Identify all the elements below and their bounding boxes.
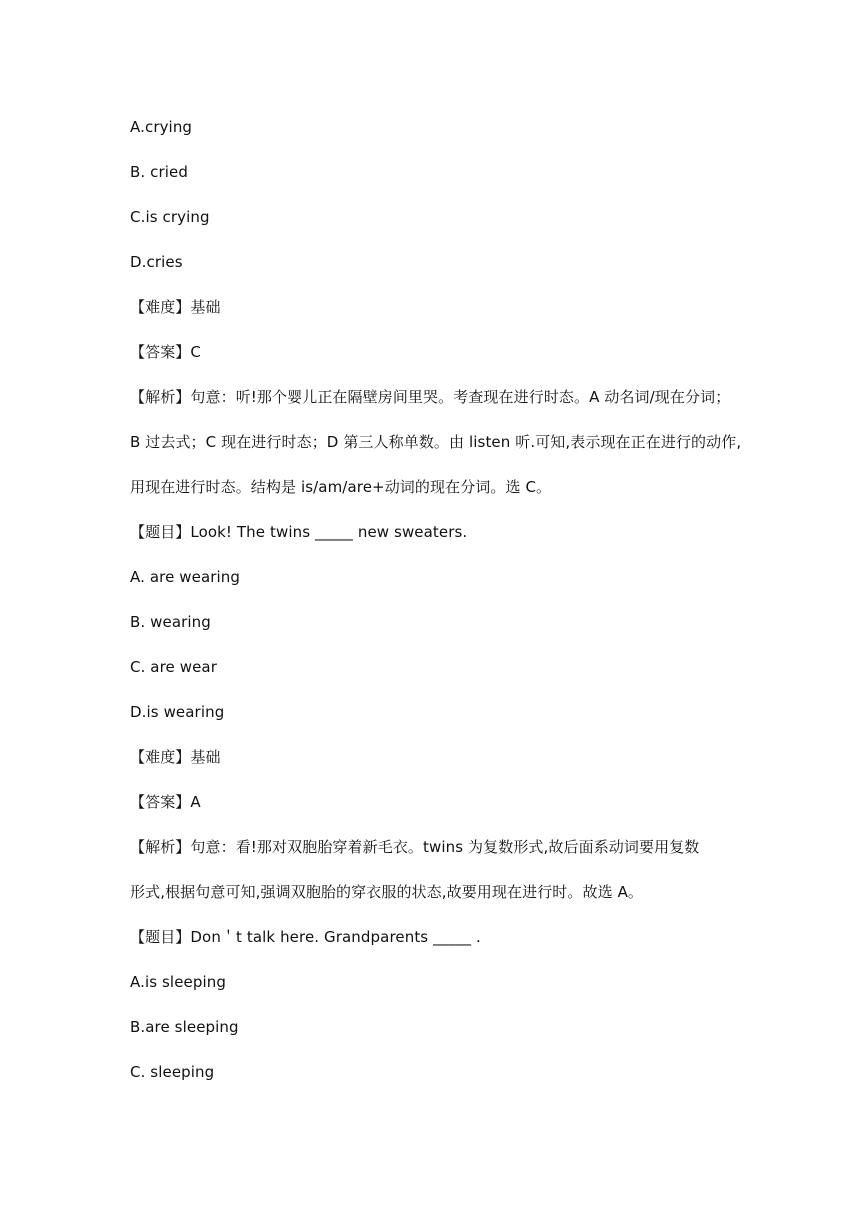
option-b-are-sleeping: B.are sleeping: [130, 1018, 239, 1036]
question-text: 【题目】Look! The twins _____ new sweaters.: [130, 523, 468, 541]
option-c-is-crying: C.is crying: [130, 208, 210, 226]
analysis-text-line: 【解析】句意：看!那对双胞胎穿着新毛衣。twins 为复数形式,故后面系动词要用复数: [130, 838, 700, 856]
difficulty-label: 【难度】基础: [130, 748, 221, 766]
option-a-are-wearing: A. are wearing: [130, 568, 241, 586]
option-d-is-wearing: D.is wearing: [130, 703, 225, 721]
option-b-cried: B. cried: [130, 163, 188, 181]
analysis-text-line: 形式,根据句意可知,强调双胞胎的穿衣服的状态,故要用现在进行时。故选 A。: [130, 883, 644, 901]
difficulty-label: 【难度】基础: [130, 298, 221, 316]
option-d-cries: D.cries: [130, 253, 183, 271]
option-c-are-wear: C. are wear: [130, 658, 217, 676]
analysis-text-line: 用现在进行时态。结构是 is/am/are+动词的现在分词。选 C。: [130, 478, 552, 496]
answer-label: 【答案】A: [130, 793, 201, 811]
option-a-is-sleeping: A.is sleeping: [130, 973, 226, 991]
option-a-crying: A.crying: [130, 118, 193, 136]
option-b-wearing: B. wearing: [130, 613, 211, 631]
analysis-text-line: B 过去式；C 现在进行时态；D 第三人称单数。由 listen 听.可知,表示现在正在进行的动作,: [130, 433, 742, 451]
question-text: 【题目】Don＇t talk here. Grandparents _____ .: [130, 928, 481, 946]
answer-label: 【答案】C: [130, 343, 201, 361]
analysis-text-line: 【解析】句意：听!那个婴儿正在隔壁房间里哭。考查现在进行时态。A 动名词/现在分词；: [130, 388, 731, 406]
option-c-sleeping: C. sleeping: [130, 1063, 215, 1081]
